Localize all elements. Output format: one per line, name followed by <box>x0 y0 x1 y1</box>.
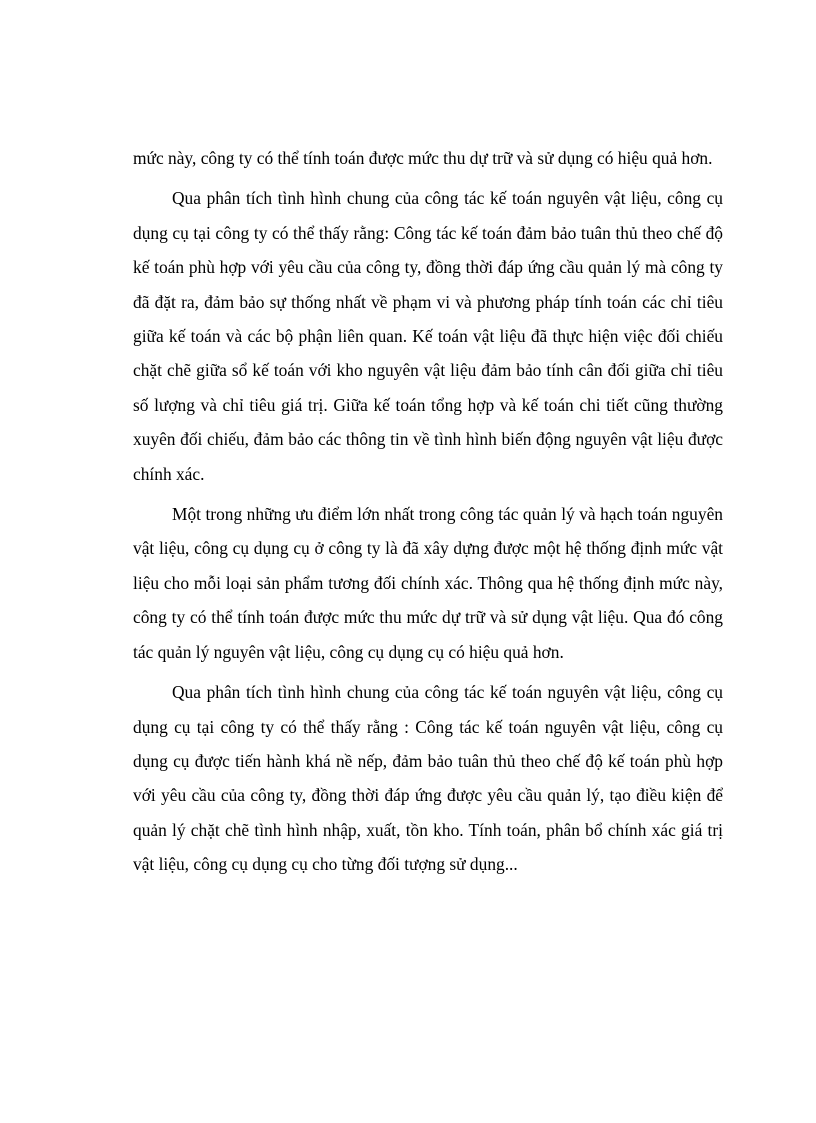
paragraph-summary: Qua phân tích tình hình chung của công tác kế toán nguyên vật liệu, công cụ dụng cụ tại công ty có thể thấy rằng : Công tác kế toán nguyên vật liệu, công cụ dụng cụ được tiến hành khá nề nếp, đảm bảo tuân thủ theo chế độ kế toán phù hợp với yêu cầu của công ty, đồng thời đáp ứng được yêu cầu quản lý, tạo điều kiện để quản lý chặt chẽ tình hình nhập, xuất, tồn kho. Tính toán, phân bổ chính xác giá trị vật liệu, công cụ dụng cụ cho từng đối tượng sử dụng... <box>133 682 723 875</box>
paragraph-accounting-compliance: Qua phân tích tình hình chung của công tác kế toán nguyên vật liệu, công cụ dụng cụ tại công ty có thể thấy rằng: Công tác kế toán đảm bảo tuân thủ theo chế độ kế toán phù hợp với yêu cầu của công ty, đồng thời đáp ứng cầu quản lý mà công ty đã đặt ra, đảm bảo sự thống nhất về phạm vi và phương pháp tính toán các chỉ tiêu giữa kế toán và các bộ phận liên quan. Kế toán vật liệu đã thực hiện việc đối chiếu chặt chẽ giữa sổ kế toán với kho nguyên vật liệu đảm bảo tính cân đối giữa chỉ tiêu số lượng và chỉ tiêu giá trị. Giữa kế toán tổng hợp và kế toán chi tiết cũng thường xuyên đối chiếu, đảm bảo các thông tin về tình hình biến động nguyên vật liệu được chính xác. <box>133 188 723 484</box>
paragraph-continuation: mức này, công ty có thể tính toán được mức thu dự trữ và sử dụng có hiệu quả hơn. <box>133 148 713 168</box>
document-body <box>133 141 723 888</box>
paragraph-material-norms: Một trong những ưu điểm lớn nhất trong công tác quản lý và hạch toán nguyên vật liệu, công cụ dụng cụ ở công ty là đã xây dựng được một hệ thống định mức vật liệu cho mỗi loại sản phẩm tương đối chính xác. Thông qua hệ thống định mức này, công ty có thể tính toán được mức thu mức dự trữ và sử dụng vật liệu. Qua đó công tác quản lý nguyên vật liệu, công cụ dụng cụ có hiệu quả hơn. <box>133 504 723 662</box>
